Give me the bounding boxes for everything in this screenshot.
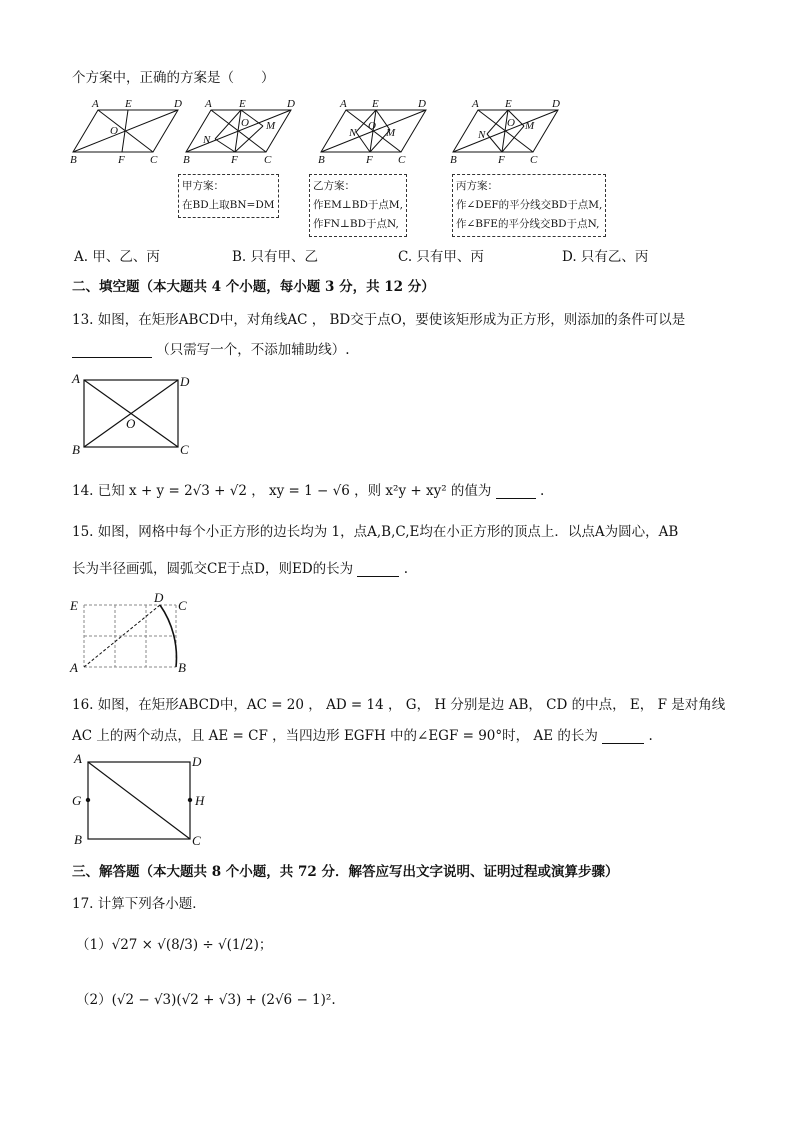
- plan-yi-title: 乙方案：: [313, 180, 355, 192]
- q14-answer-blank[interactable]: [496, 484, 536, 499]
- q12-figure-1: [73, 110, 178, 152]
- svg-text:E: E: [505, 98, 512, 110]
- svg-text:A: A: [340, 98, 347, 110]
- svg-text:C: C: [180, 442, 189, 457]
- section-3-heading: 三、解答题（本大题共 8 个小题，共 72 分．解答应写出文字说明、证明过程或演算步骤）: [72, 864, 619, 880]
- svg-text:D: D: [154, 590, 164, 605]
- svg-text:D: D: [192, 754, 202, 769]
- q12-option-c[interactable]: C. 只有甲、丙: [398, 249, 484, 265]
- svg-text:N: N: [203, 134, 211, 146]
- q13-figure: [68, 368, 198, 460]
- svg-text:O: O: [110, 125, 118, 137]
- q15-figure: [68, 590, 198, 676]
- q16-line1: 16. 如图，在矩形ABCD中，AC = 20 ， AD = 14 ， G， H 分别是边 AB， CD 的中点， E， F 是对角线: [72, 697, 726, 713]
- svg-text:E: E: [70, 598, 78, 613]
- svg-text:B: B: [450, 154, 457, 166]
- q16-figure: [68, 748, 218, 848]
- plan-yi-box: [309, 174, 407, 237]
- q12-figure-2: [186, 110, 291, 152]
- svg-text:D: D: [174, 98, 182, 110]
- svg-text:A: A: [72, 371, 80, 386]
- svg-text:C: C: [150, 154, 158, 166]
- q17-part2: （2）(√2 − √3)(√2 + √3) + (2√6 − 1)².: [76, 992, 336, 1008]
- svg-text:E: E: [372, 98, 379, 110]
- svg-text:B: B: [178, 660, 186, 675]
- svg-text:M: M: [266, 120, 276, 132]
- svg-text:B: B: [183, 154, 190, 166]
- svg-text:M: M: [525, 120, 535, 132]
- q14-text: 14. 已知 x + y = 2√3 + √2 ， xy = 1 − √6 ，则 x²y + xy² 的值为: [72, 483, 492, 499]
- svg-text:D: D: [552, 98, 560, 110]
- plan-bing-title: 丙方案：: [456, 180, 498, 192]
- q13-line1: 13. 如图，在矩形ABCD中，对角线AC ， BD交于点O，要使该矩形成为正方形，则添加的条件可以是: [72, 312, 686, 328]
- svg-text:O: O: [126, 416, 136, 431]
- svg-text:B: B: [318, 154, 325, 166]
- svg-text:C: C: [178, 598, 187, 613]
- svg-text:A: A: [70, 660, 78, 675]
- svg-text:F: F: [366, 154, 373, 166]
- q15-line1: 15. 如图，网格中每个小正方形的边长均为 1，点A,B,C,E均在小正方形的顶点上．以点A为圆心，AB: [72, 524, 679, 540]
- svg-text:D: D: [180, 374, 190, 389]
- svg-text:B: B: [72, 442, 80, 457]
- q16-line2: AC 上的两个动点，且 AE = CF ，当四边形 EGFH 中的∠EGF = 90°时， AE 的长为: [72, 728, 598, 744]
- plan-jia-title: 甲方案：: [182, 180, 224, 192]
- svg-text:O: O: [507, 117, 515, 129]
- svg-text:E: E: [125, 98, 132, 110]
- plan-jia-line1: 在BD上取BN=DM: [182, 199, 275, 211]
- q13-line2: （只需写一个，不添加辅助线）.: [156, 342, 350, 358]
- plan-jia-box: [178, 174, 279, 218]
- svg-text:A: A: [472, 98, 479, 110]
- plan-yi-line2: 作FN⊥BD于点N,: [313, 218, 399, 230]
- svg-text:N: N: [349, 127, 357, 139]
- plan-bing-line1: 作∠DEF的平分线交BD于点M,: [456, 199, 603, 211]
- svg-text:A: A: [74, 751, 82, 766]
- plan-yi-line1: 作EM⊥BD于点M,: [313, 199, 404, 211]
- svg-text:C: C: [192, 833, 201, 848]
- svg-text:F: F: [231, 154, 238, 166]
- svg-text:C: C: [264, 154, 272, 166]
- plan-bing-line2: 作∠BFE的平分线交BD于点N,: [456, 218, 600, 230]
- section-2-heading: 二、填空题（本大题共 4 个小题，每小题 3 分，共 12 分）: [72, 279, 435, 295]
- svg-text:B: B: [74, 832, 82, 847]
- svg-text:C: C: [530, 154, 538, 166]
- q12-option-b[interactable]: B. 只有甲、乙: [232, 249, 319, 265]
- q12-option-d[interactable]: D. 只有乙、丙: [562, 249, 649, 265]
- q16-answer-blank[interactable]: [602, 729, 644, 744]
- svg-text:A: A: [92, 98, 99, 110]
- svg-text:O: O: [368, 120, 376, 132]
- q17-part1: （1）√27 × √(8/3) ÷ √(1/2)；: [76, 937, 273, 953]
- svg-text:A: A: [205, 98, 212, 110]
- q12-figures: [68, 96, 628, 168]
- svg-text:F: F: [118, 154, 125, 166]
- svg-text:D: D: [287, 98, 295, 110]
- svg-text:G: G: [72, 793, 82, 808]
- svg-text:F: F: [498, 154, 505, 166]
- q12-question-tail: 个方案中，正确的方案是（ ）: [72, 70, 275, 86]
- q15-answer-blank[interactable]: [357, 562, 399, 577]
- q13-answer-blank[interactable]: [72, 342, 152, 358]
- svg-text:H: H: [195, 793, 205, 808]
- plan-bing-box: [452, 174, 606, 237]
- svg-text:B: B: [70, 154, 77, 166]
- svg-text:O: O: [241, 117, 249, 129]
- svg-text:M: M: [386, 127, 396, 139]
- q12-option-a[interactable]: A. 甲、乙、丙: [74, 249, 160, 265]
- svg-text:C: C: [398, 154, 406, 166]
- q15-line2: 长为半径画弧，圆弧交CE于点D，则ED的长为: [72, 561, 354, 577]
- svg-text:D: D: [418, 98, 426, 110]
- q12-figure-4: [453, 110, 558, 152]
- svg-text:E: E: [239, 98, 246, 110]
- q17-stem: 17. 计算下列各小题．: [72, 896, 206, 912]
- svg-text:N: N: [478, 129, 486, 141]
